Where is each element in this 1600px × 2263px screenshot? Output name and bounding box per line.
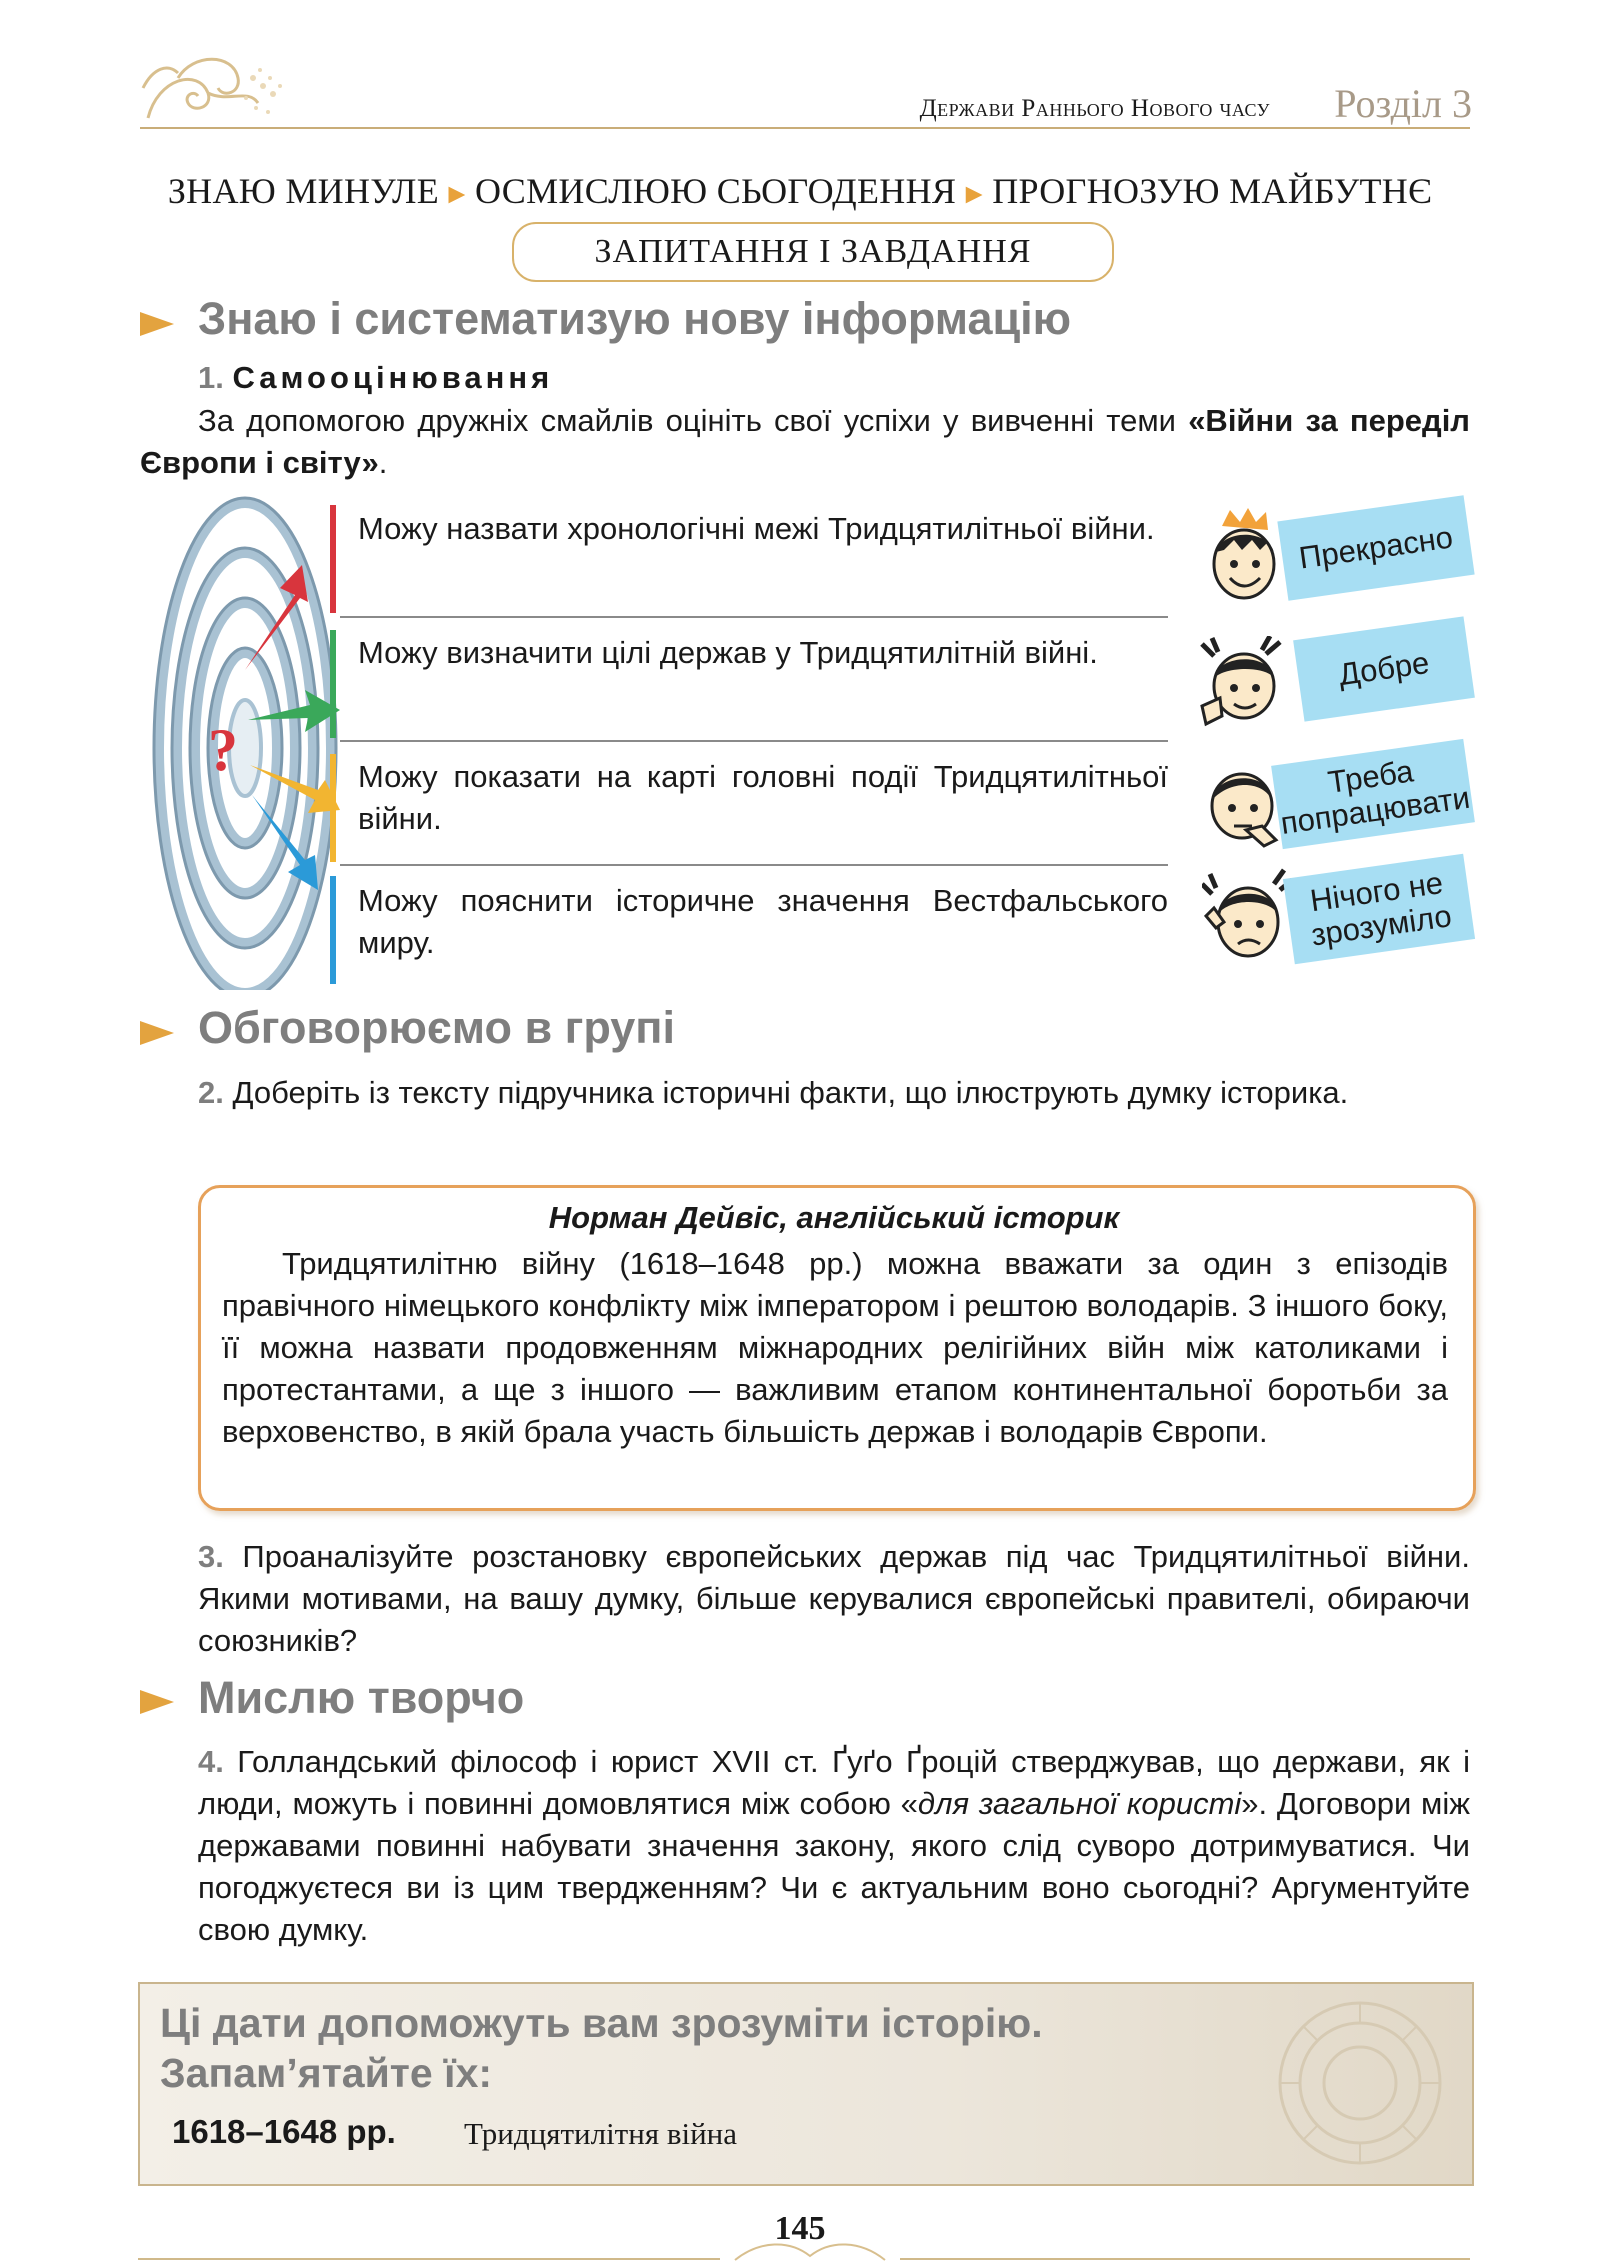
quote-author: Норман Дейвіс, англійський історик bbox=[548, 1200, 1120, 1235]
question-number: 2. bbox=[198, 1075, 224, 1110]
footer-divider bbox=[900, 2258, 1470, 2260]
section-arrow-icon bbox=[140, 312, 174, 336]
question-text-end: . bbox=[378, 445, 388, 480]
question-text: Доберіть із тексту підручника історичні факти, що ілюструють думку історика. bbox=[232, 1075, 1349, 1110]
question-4 bbox=[198, 1741, 1470, 1951]
good-face-icon bbox=[1196, 636, 1288, 732]
ornament-icon bbox=[138, 48, 288, 128]
question-text: Голландський філософ і юрист XVII ст. Ґуґо Ґроцій стверджував, що держави, як і люди, можуть і повинні домовлятися між собою « bbox=[198, 1744, 1470, 1821]
step-understand-present: ОСМИСЛЮЮ СЬОГОДЕННЯ bbox=[475, 171, 957, 211]
row-marker-red bbox=[330, 505, 336, 613]
question-text: ». Договори між державами повинні набувати значення закону, якого слід суворо дотримуватися. Чи погоджуєтеся ви із цим твердженням? Чи є актуальним воно сьогодні? Аргументуйте свою думку. bbox=[198, 1786, 1470, 1947]
questions-tasks-label: ЗАПИТАННЯ І ЗАВДАННЯ bbox=[512, 222, 1114, 282]
quote-text: Тридцятилітню війну (1618–1648 рр.) можна вважати за один з епізодів правічного німецького конфлікту між імператором і рештою володарів. З іншого боку, її можна назвати продовженням міжнародних релігійних війн між католиками і протестантами, а ще з іншого — важливим етапом континентальної боротьби за верховенство, в якій брала участь більшість держав і володарів Європи. bbox=[222, 1246, 1448, 1449]
self-assessment-item: Можу пояснити історичне значення Вестфальського миру. bbox=[358, 883, 1168, 960]
triangle-right-icon: ► bbox=[960, 179, 989, 210]
question-number: 4. bbox=[198, 1744, 224, 1779]
section-arrow-icon bbox=[140, 1021, 174, 1045]
row-marker-green bbox=[330, 630, 336, 738]
rating-badge-needs-work: Треба попрацювати bbox=[1271, 739, 1475, 849]
section-heading-creative: Мислю творчо bbox=[198, 1672, 525, 1723]
learning-steps bbox=[0, 170, 1600, 212]
rating-badge-not-understood: Нічого не зрозуміло bbox=[1283, 854, 1475, 964]
running-title: Держави Раннього Нового часу bbox=[919, 95, 1270, 122]
self-assessment-item: Можу показати на карті головні події Тридцятилітньої війни. bbox=[358, 759, 1168, 836]
step-forecast-future: ПРОГНОЗУЮ МАЙБУТНЄ bbox=[992, 171, 1433, 211]
date-event: Тридцятилітня війна bbox=[464, 2116, 738, 2151]
section-heading-discuss: Обговорюємо в групі bbox=[198, 1002, 675, 1053]
question-text: Проаналізуйте розстановку європейських держав під час Тридцятилітньої війни. Якими мотивами, на вашу думку, більше керувалися європейські правителі, обираючи союзників? bbox=[198, 1539, 1470, 1658]
key-dates-title-line: Запам’ятайте їх: bbox=[160, 2050, 493, 2096]
target-icon bbox=[140, 470, 340, 990]
question-3 bbox=[198, 1536, 1470, 1662]
section-arrow-icon bbox=[140, 1690, 174, 1714]
page-number: 145 bbox=[774, 2210, 826, 2247]
quotation-phrase: для загальної користі bbox=[917, 1786, 1242, 1821]
footer-divider bbox=[138, 2258, 720, 2260]
question-title: Самооцінювання bbox=[232, 360, 554, 395]
row-marker-yellow bbox=[330, 754, 336, 862]
happy-face-icon bbox=[1202, 506, 1286, 606]
question-2 bbox=[198, 1072, 1470, 1114]
rating-badge-good: Добре bbox=[1293, 616, 1475, 721]
row-divider bbox=[340, 616, 1168, 618]
target-question-mark: ? bbox=[208, 717, 238, 783]
row-marker-blue bbox=[330, 876, 336, 984]
question-text: За допомогою дружніх смайлів оцініть свої успіхи у вивченні теми bbox=[198, 403, 1189, 438]
rating-badge-excellent: Прекрасно bbox=[1277, 495, 1474, 600]
section-label: Розділ 3 bbox=[1334, 81, 1472, 126]
row-divider bbox=[340, 864, 1168, 866]
question-number: 1. bbox=[198, 360, 224, 395]
topic-title: «Війни за переділ Європи і світу» bbox=[140, 403, 1471, 480]
date-year: 1618–1648 рр. bbox=[172, 2113, 396, 2150]
question-1-title bbox=[198, 357, 553, 399]
key-dates-title bbox=[160, 1998, 1043, 2098]
step-know-past: ЗНАЮ МИНУЛЕ bbox=[167, 171, 440, 211]
section-heading-know: Знаю і систематизую нову інформацію bbox=[198, 293, 1072, 344]
key-dates-title-line: Ці дати допоможуть вам зрозуміти історію. bbox=[160, 2000, 1043, 2046]
clock-icon bbox=[1250, 1988, 1450, 2178]
confused-face-icon bbox=[1202, 868, 1294, 968]
row-divider bbox=[340, 740, 1168, 742]
triangle-right-icon: ► bbox=[443, 179, 472, 210]
self-assessment-item: Можу визначити цілі держав у Тридцятилітній війні. bbox=[358, 635, 1098, 670]
header-divider bbox=[140, 127, 1470, 129]
self-assessment-item: Можу назвати хронологічні межі Тридцятилітньої війни. bbox=[358, 511, 1155, 546]
question-number: 3. bbox=[198, 1539, 224, 1574]
